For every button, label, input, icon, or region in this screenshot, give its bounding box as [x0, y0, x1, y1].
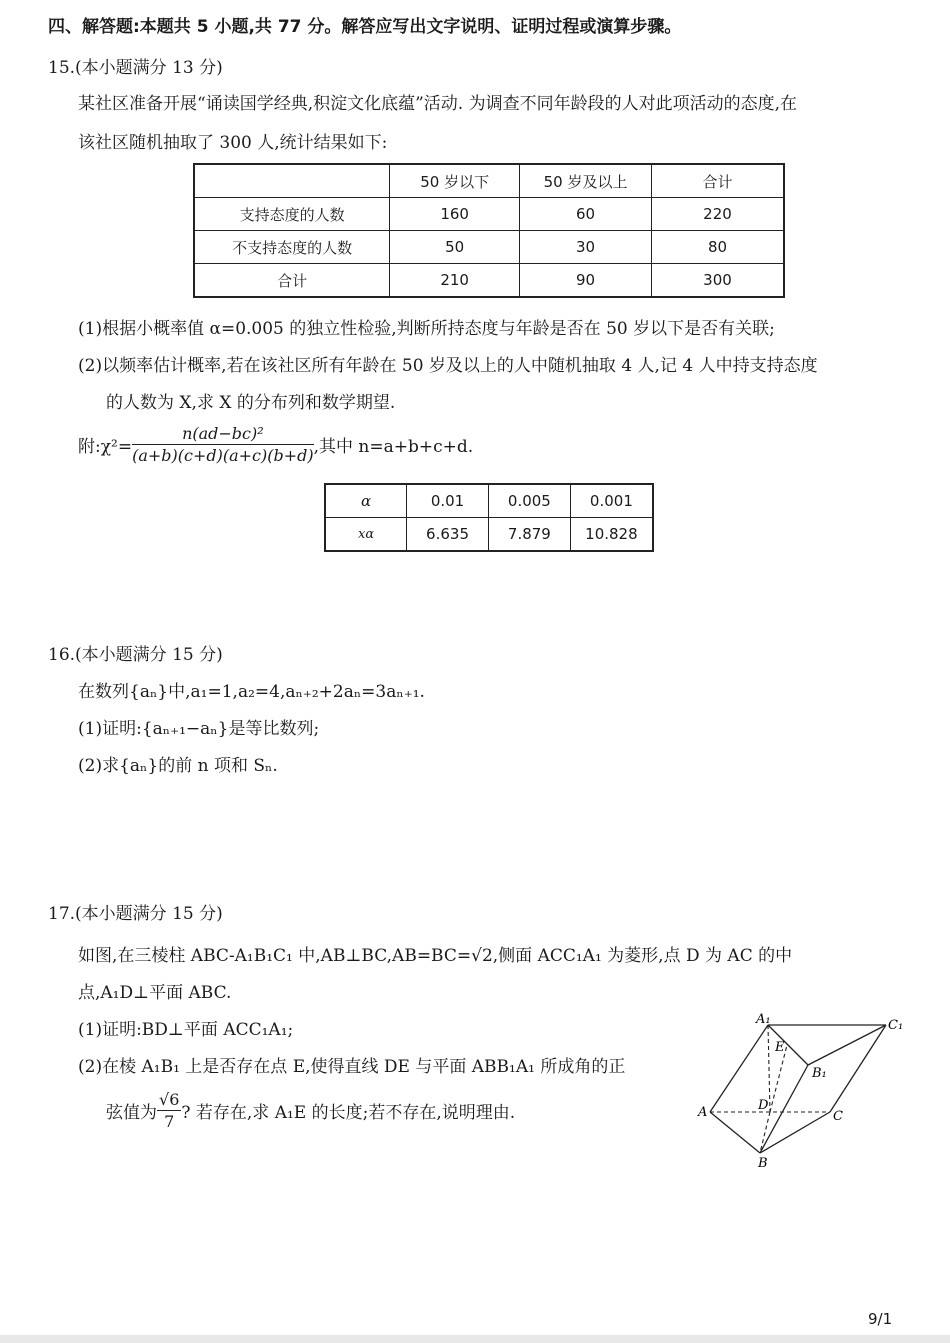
table-cell: 6.635	[407, 518, 489, 552]
edge-a1b1	[768, 1025, 808, 1065]
q17-part1: (1)证明:BD⊥平面 ACC₁A₁;	[78, 1020, 294, 1040]
section-title: 四、解答题:本题共 5 小题,共 77 分。解答应写出文字说明、证明过程或演算步骤。	[48, 17, 682, 37]
table-cell: 7.879	[488, 518, 570, 552]
edge-b1c1	[808, 1025, 886, 1065]
page-number: 9/1	[868, 1310, 893, 1328]
table-cell: 0.01	[407, 484, 489, 518]
edge-cc1	[830, 1025, 886, 1112]
q15-intro-line2: 该社区随机抽取了 300 人,统计结果如下:	[78, 133, 388, 153]
table-row	[325, 518, 653, 552]
table-cell: 不支持态度的人数	[194, 231, 390, 264]
q16-heading: 16.(本小题满分 15 分)	[48, 645, 223, 665]
label-b: B	[758, 1156, 768, 1170]
fraction-denominator: 7	[164, 1112, 175, 1131]
table-cell: 80	[652, 231, 785, 264]
table-header: 合计	[652, 164, 785, 198]
part2-suffix: ? 若存在,求 A₁E 的长度;若不存在,说明理由.	[181, 1103, 516, 1123]
table-header-row	[194, 164, 784, 198]
fraction-denominator: (a+b)(c+d)(a+c)(b+d)	[132, 446, 314, 465]
prism-figure	[690, 1005, 910, 1170]
q17-part2-line1: (2)在棱 A₁B₁ 上是否存在点 E,使得直线 DE 与平面 ABB₁A₁ 所成角的正	[78, 1057, 626, 1077]
table-row	[194, 264, 784, 298]
q15-part2-line1: (2)以频率估计概率,若在该社区所有年龄在 50 岁及以上的人中随机抽取 4 人,记 4 人中持支持态度	[78, 356, 818, 376]
q17-heading: 17.(本小题满分 15 分)	[48, 904, 223, 924]
table-cell: 0.001	[570, 484, 653, 518]
q16-part2: (2)求{aₙ}的前 n 项和 Sₙ.	[78, 756, 278, 776]
table-cell: 0.005	[488, 484, 570, 518]
table-cell: 160	[390, 198, 520, 231]
label-a1: A₁	[756, 1012, 771, 1027]
table-row	[194, 231, 784, 264]
table-header: 50 岁及以上	[520, 164, 652, 198]
label-c: C	[833, 1109, 843, 1124]
x-alpha-label: xα	[325, 518, 407, 552]
label-b1: B₁	[812, 1066, 827, 1081]
alpha-label: α	[325, 484, 407, 518]
q15-part1: (1)根据小概率值 α=0.005 的独立性检验,判断所持态度与年龄是否在 50 岁以下是否有关联;	[78, 319, 775, 339]
bottom-band	[0, 1335, 950, 1343]
q16-part1: (1)证明:{aₙ₊₁−aₙ}是等比数列;	[78, 719, 320, 739]
q15-intro-line1: 某社区准备开展“诵读国学经典,积淀文化底蕴”活动. 为调查不同年龄段的人对此项活动的态度,在	[78, 94, 797, 114]
table-cell: 合计	[194, 264, 390, 298]
label-d: D	[758, 1098, 769, 1113]
q15-contingency-table	[193, 163, 785, 298]
table-cell: 300	[652, 264, 785, 298]
table-cell	[194, 164, 390, 198]
q15-heading: 15.(本小题满分 13 分)	[48, 58, 223, 78]
q17-stem-line1: 如图,在三棱柱 ABC-A₁B₁C₁ 中,AB⊥BC,AB=BC=√2,侧面 ACC₁A₁ 为菱形,点 D 为 AC 的中	[78, 946, 793, 966]
table-row	[194, 198, 784, 231]
table-cell: 30	[520, 231, 652, 264]
q17-part2-line2	[106, 1090, 515, 1131]
table-cell: 50	[390, 231, 520, 264]
label-c1: C₁	[888, 1018, 904, 1033]
formula-tail: ,其中 n=a+b+c+d.	[313, 437, 474, 457]
sine-value-fraction	[157, 1090, 181, 1131]
table-cell: 210	[390, 264, 520, 298]
appendix-label: 附:χ²=	[78, 437, 133, 457]
label-a: A	[698, 1105, 708, 1120]
edge-ab	[710, 1112, 760, 1153]
chi-square-fraction	[132, 424, 314, 465]
table-row	[325, 484, 653, 518]
table-cell: 60	[520, 198, 652, 231]
table-cell: 220	[652, 198, 785, 231]
hidden-segment-de	[770, 1045, 787, 1112]
q15-appendix-formula	[78, 424, 473, 465]
hidden-segment-bd	[760, 1112, 770, 1153]
table-cell: 10.828	[570, 518, 653, 552]
table-cell: 支持态度的人数	[194, 198, 390, 231]
fraction-numerator: √6	[159, 1090, 180, 1109]
table-cell: 90	[520, 264, 652, 298]
q17-stem-line2: 点,A₁D⊥平面 ABC.	[78, 983, 232, 1003]
fraction-numerator: n(ad−bc)²	[132, 424, 314, 445]
label-e: E	[775, 1040, 785, 1055]
q16-stem: 在数列{aₙ}中,a₁=1,a₂=4,aₙ₊₂+2aₙ=3aₙ₊₁.	[78, 682, 425, 702]
q15-part2-line2: 的人数为 X,求 X 的分布列和数学期望.	[106, 393, 396, 413]
table-header: 50 岁以下	[390, 164, 520, 198]
part2-prefix: 弦值为	[106, 1103, 157, 1123]
q15-critical-value-table	[324, 483, 654, 552]
